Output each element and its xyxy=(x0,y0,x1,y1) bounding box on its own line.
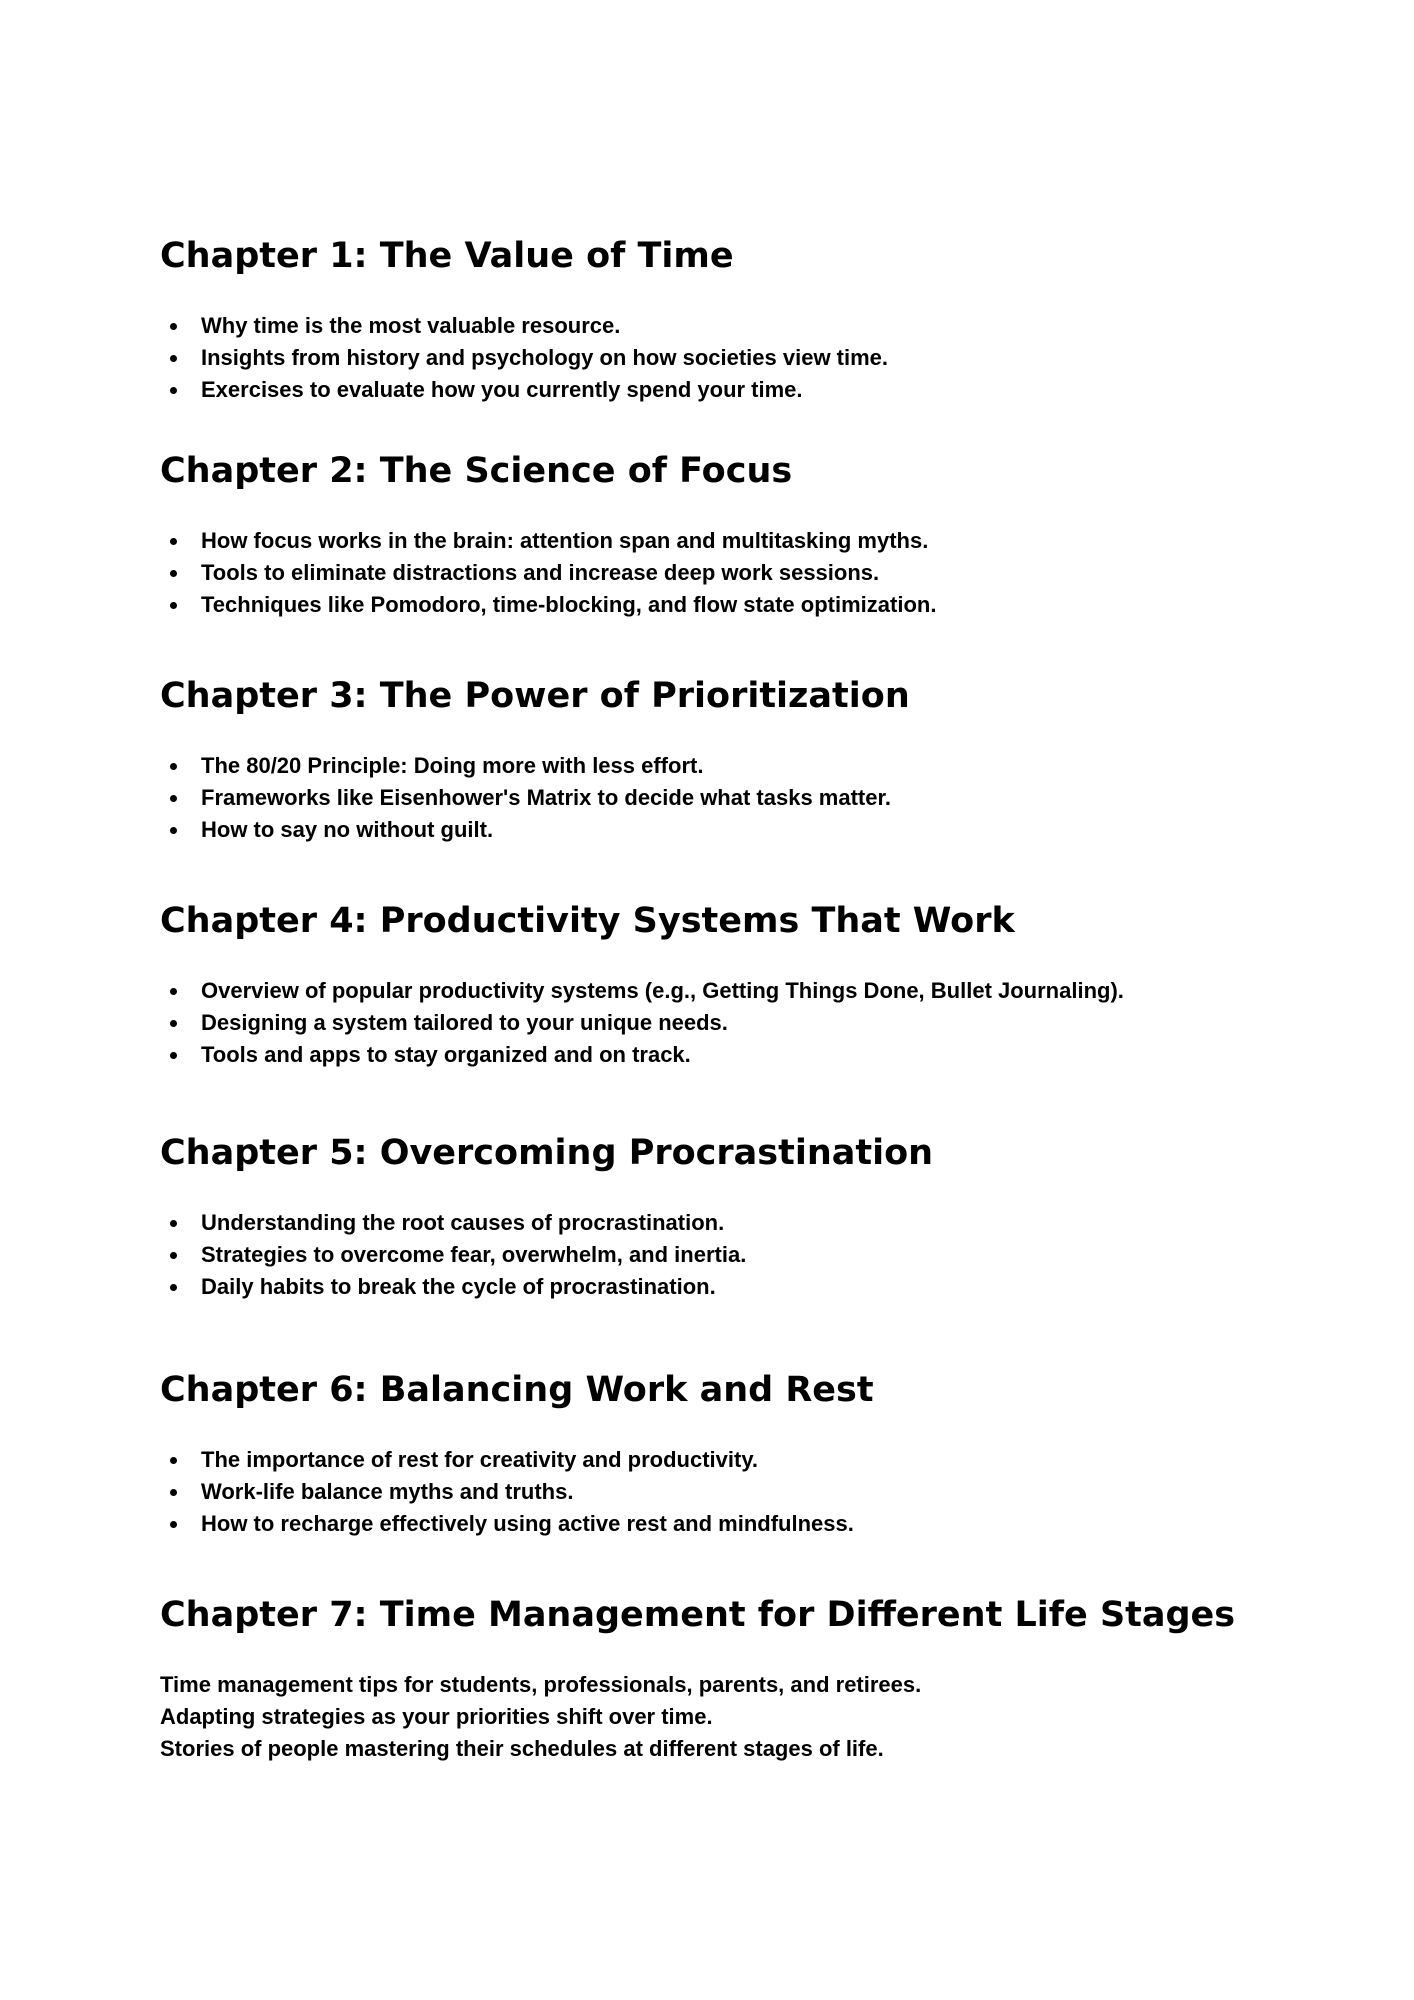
bullet-item: How to say no without guilt. xyxy=(160,814,891,846)
chapter-4-title: Chapter 4: Productivity Systems That Work xyxy=(160,901,1015,941)
chapter-6-section xyxy=(160,1368,1280,1536)
bullet-item: Understanding the root causes of procrastination. xyxy=(160,1207,746,1239)
chapter-5-bullet-list xyxy=(160,1207,746,1303)
bullet-item: Strategies to overcome fear, overwhelm, and inertia. xyxy=(160,1239,746,1271)
chapter-4-section xyxy=(160,899,1280,1067)
chapter-5-title: Chapter 5: Overcoming Procrastination xyxy=(160,1133,934,1173)
chapter-1-title: Chapter 1: The Value of Time xyxy=(160,236,734,276)
bullet-item: Why time is the most valuable resource. xyxy=(160,310,888,342)
bullet-item: Exercises to evaluate how you currently spend your time. xyxy=(160,374,888,406)
bullet-item: How to recharge effectively using active rest and mindfulness. xyxy=(160,1508,854,1540)
chapter-6-bullet-list xyxy=(160,1444,854,1540)
bullet-item: Designing a system tailored to your unique needs. xyxy=(160,1007,1124,1039)
chapter-7-title: Chapter 7: Time Management for Different Life Stages xyxy=(160,1595,1236,1635)
chapter-7-text-lines xyxy=(160,1669,921,1765)
chapter-6-title: Chapter 6: Balancing Work and Rest xyxy=(160,1370,874,1410)
chapter-1-bullet-list xyxy=(160,310,888,406)
bullet-item: How focus works in the brain: attention span and multitasking myths. xyxy=(160,525,936,557)
bullet-item: Techniques like Pomodoro, time-blocking, and flow state optimization. xyxy=(160,589,936,621)
text-line: Stories of people mastering their schedules at different stages of life. xyxy=(160,1736,884,1761)
bullet-item: The importance of rest for creativity and productivity. xyxy=(160,1444,854,1476)
chapter-4-bullet-list xyxy=(160,975,1124,1071)
chapter-1-section xyxy=(160,234,1280,402)
chapter-5-section xyxy=(160,1131,1280,1299)
chapter-3-title: Chapter 3: The Power of Prioritization xyxy=(160,676,910,716)
bullet-item: Frameworks like Eisenhower's Matrix to decide what tasks matter. xyxy=(160,782,891,814)
text-line: Adapting strategies as your priorities shift over time. xyxy=(160,1704,713,1729)
bullet-item: The 80/20 Principle: Doing more with less effort. xyxy=(160,750,891,782)
bullet-item: Work-life balance myths and truths. xyxy=(160,1476,854,1508)
bullet-item: Overview of popular productivity systems (e.g., Getting Things Done, Bullet Journaling). xyxy=(160,975,1124,1007)
bullet-item: Tools to eliminate distractions and increase deep work sessions. xyxy=(160,557,936,589)
chapter-2-section xyxy=(160,449,1280,617)
text-line: Time management tips for students, professionals, parents, and retirees. xyxy=(160,1672,922,1697)
bullet-item: Insights from history and psychology on how societies view time. xyxy=(160,342,888,374)
chapter-2-title: Chapter 2: The Science of Focus xyxy=(160,451,793,491)
chapter-3-section xyxy=(160,674,1280,842)
bullet-item: Tools and apps to stay organized and on track. xyxy=(160,1039,1124,1071)
chapter-2-bullet-list xyxy=(160,525,936,621)
bullet-item: Daily habits to break the cycle of procrastination. xyxy=(160,1271,746,1303)
chapter-7-section xyxy=(160,1593,1280,1761)
chapter-3-bullet-list xyxy=(160,750,891,846)
